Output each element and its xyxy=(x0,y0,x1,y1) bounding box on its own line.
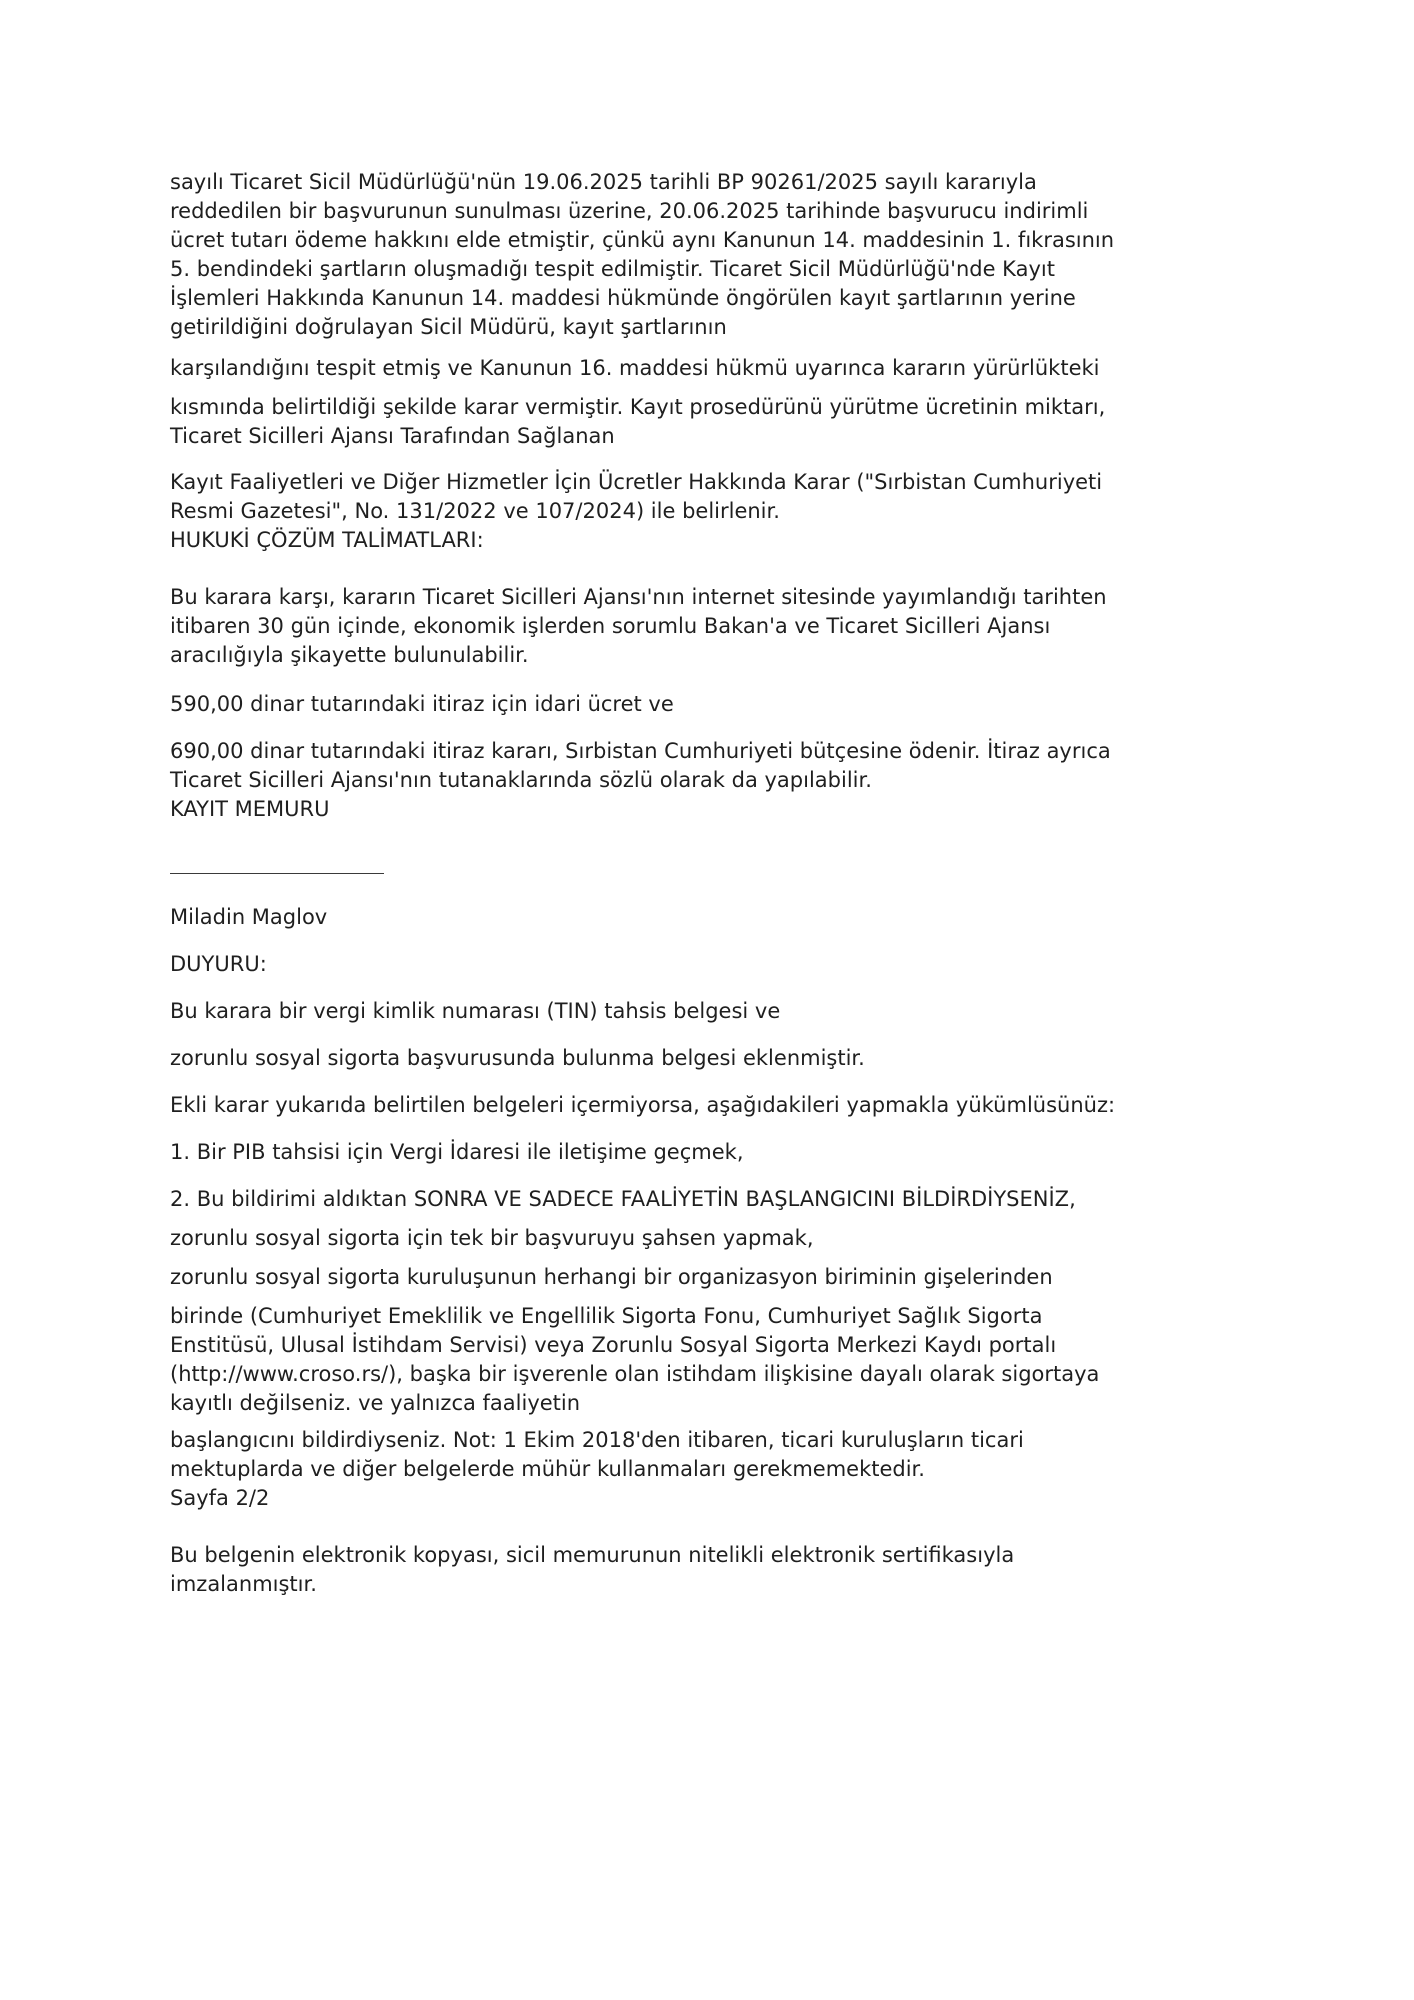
intro-paragraph xyxy=(170,168,1250,342)
text-line: Ticaret Sicilleri Ajansı'nın tutanaklarında sözlü olarak da yapılabilir. xyxy=(170,768,872,792)
text-line: 590,00 dinar tutarındaki itiraz için idari ücret ve xyxy=(170,692,674,716)
notice-line-3 xyxy=(170,1091,1250,1120)
text-line: Ticaret Sicilleri Ajansı Tarafından Sağlanan xyxy=(170,424,615,448)
text-line: kısmında belirtildiği şekilde karar vermiştir. Kayıt prosedürünü yürütme ücretinin miktarı, xyxy=(170,395,1106,419)
signatory-title: KAYIT MEMURU xyxy=(170,797,330,821)
step-2-cont-1 xyxy=(170,1224,1250,1253)
budget-paragraph xyxy=(170,737,1250,824)
text-line: 2. Bu bildirimi aldıktan SONRA VE SADECE FAALİYETİN BAŞLANGICINI BİLDİRDİYSENİZ, xyxy=(170,1187,1076,1211)
fee-line xyxy=(170,690,1250,719)
text-line: zorunlu sosyal sigorta için tek bir başvuruyu şahsen yapmak, xyxy=(170,1226,814,1250)
text-line: imzalanmıştır. xyxy=(170,1572,317,1596)
text-line: İşlemleri Hakkında Kanunun 14. maddesi hükmünde öngörülen kayıt şartlarının yerine xyxy=(170,286,1076,310)
text-line: karşılandığını tespit etmiş ve Kanunun 16. maddesi hükmü uyarınca kararın yürürlükteki xyxy=(170,356,1100,380)
decision-paragraph xyxy=(170,393,1250,451)
text-line: Bu karara karşı, kararın Ticaret Sicilleri Ajansı'nın internet sitesinde yayımlandığı tarihten xyxy=(170,585,1107,609)
text-line: itibaren 30 gün içinde, ekonomik işlerden sorumlu Bakan'a ve Ticaret Sicilleri Ajansı xyxy=(170,614,1051,638)
appeal-paragraph xyxy=(170,583,1250,670)
text-line: aracılığıyla şikayette bulunulabilir. xyxy=(170,643,529,667)
text-line: Miladin Maglov xyxy=(170,905,328,929)
text-line: zorunlu sosyal sigorta başvurusunda bulunma belgesi eklenmiştir. xyxy=(170,1046,865,1070)
fees-paragraph xyxy=(170,468,1250,555)
step-2 xyxy=(170,1185,1250,1214)
step-1 xyxy=(170,1138,1250,1167)
notice-line-2 xyxy=(170,1044,1250,1073)
text-line: başlangıcını bildirdiyseniz. Not: 1 Ekim 2018'den itibaren, ticari kuruluşların ticari xyxy=(170,1428,1024,1452)
electronic-note xyxy=(170,1541,1250,1599)
text-line: (http://www.croso.rs/), başka bir işverenle olan istihdam ilişkisine dayalı olarak sigortaya xyxy=(170,1362,1100,1386)
section-heading: DUYURU: xyxy=(170,952,267,976)
text-line: birinde (Cumhuriyet Emeklilik ve Engellilik Sigorta Fonu, Cumhuriyet Sağlık Sigorta xyxy=(170,1304,1043,1328)
text-line: 690,00 dinar tutarındaki itiraz kararı, Sırbistan Cumhuriyeti bütçesine ödenir. İtiraz ayrıca xyxy=(170,739,1111,763)
notice-line-1 xyxy=(170,997,1250,1026)
page-number: Sayfa 2/2 xyxy=(170,1486,270,1510)
text-line: Ekli karar yukarıda belirtilen belgeleri içermiyorsa, aşağıdakileri yapmakla yükümlüsünüz: xyxy=(170,1093,1116,1117)
final-paragraph xyxy=(170,1426,1250,1513)
text-line: mektuplarda ve diğer belgelerde mühür kullanmaları gerekmemektedir. xyxy=(170,1457,925,1481)
text-line: zorunlu sosyal sigorta kuruluşunun herhangi bir organizasyon biriminin gişelerinden xyxy=(170,1265,1053,1289)
text-line: sayılı Ticaret Sicil Müdürlüğü'nün 19.06.2025 tarihli BP 90261/2025 sayılı kararıyla xyxy=(170,170,1037,194)
section-heading: HUKUKİ ÇÖZÜM TALİMATLARI: xyxy=(170,528,484,552)
text-line: 1. Bir PIB tahsisi için Vergi İdaresi ile iletişime geçmek, xyxy=(170,1140,744,1164)
notice-heading xyxy=(170,950,1250,979)
text-line: Kayıt Faaliyetleri ve Diğer Hizmetler İçin Ücretler Hakkında Karar ("Sırbistan Cumhuriyeti xyxy=(170,470,1103,494)
text-line: ücret tutarı ödeme hakkını elde etmiştir, çünkü aynı Kanunun 14. maddesinin 1. fıkrasının xyxy=(170,228,1115,252)
conditions-paragraph xyxy=(170,354,1250,383)
step-2-cont-3 xyxy=(170,1302,1250,1418)
signature-line xyxy=(170,873,384,874)
text-line: Bu belgenin elektronik kopyası, sicil memurunun nitelikli elektronik sertifikasıyla xyxy=(170,1543,1015,1567)
signatory-name xyxy=(170,903,1250,932)
text-line: 5. bendindeki şartların oluşmadığı tespit edilmiştir. Ticaret Sicil Müdürlüğü'nde Kayıt xyxy=(170,257,1055,281)
text-line: kayıtlı değilseniz. ve yalnızca faaliyetin xyxy=(170,1391,581,1415)
text-line: getirildiğini doğrulayan Sicil Müdürü, kayıt şartlarının xyxy=(170,315,727,339)
step-2-cont-2 xyxy=(170,1263,1250,1292)
text-line: reddedilen bir başvurunun sunulması üzerine, 20.06.2025 tarihinde başvurucu indirimli xyxy=(170,199,1089,223)
text-line: Enstitüsü, Ulusal İstihdam Servisi) veya Zorunlu Sosyal Sigorta Merkezi Kaydı portalı xyxy=(170,1333,1057,1357)
text-line: Resmi Gazetesi", No. 131/2022 ve 107/2024) ile belirlenir. xyxy=(170,499,780,523)
text-line: Bu karara bir vergi kimlik numarası (TIN) tahsis belgesi ve xyxy=(170,999,781,1023)
